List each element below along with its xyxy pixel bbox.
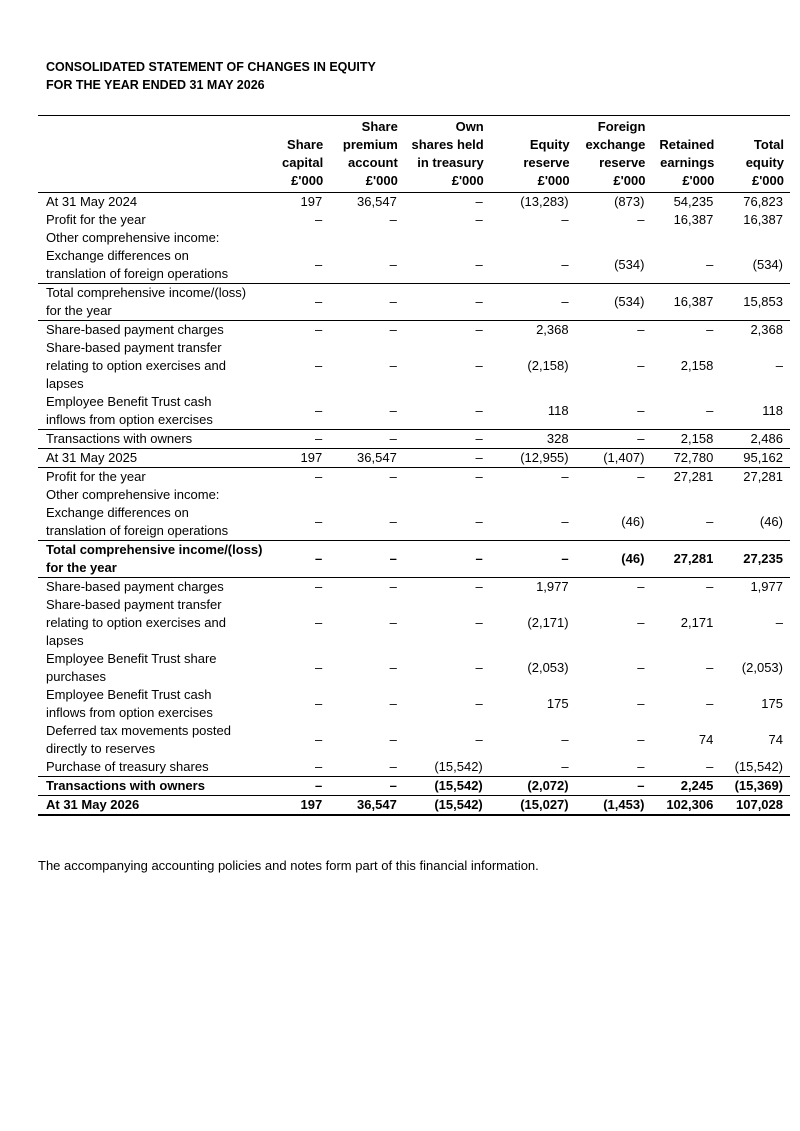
row-label-line: relating to option exercises and [46, 615, 226, 630]
table-row [38, 321, 790, 340]
footnote: The accompanying accounting policies and notes form part of this financial information. [38, 858, 539, 873]
value-cell: 197 [276, 449, 329, 468]
column-header [576, 116, 652, 193]
value-cell: 175 [546, 696, 569, 711]
header-row [38, 116, 790, 193]
column-header-line: in treasury [417, 155, 484, 170]
value-cell: – [329, 777, 404, 796]
value-cell: (15,542) [734, 759, 783, 774]
row-label-line: Exchange differences on [46, 505, 189, 520]
column-header-line: Retained [659, 137, 715, 152]
table-row [38, 339, 790, 393]
table-row [38, 247, 790, 284]
table-row [38, 777, 790, 796]
row-label-line: lapses [46, 376, 84, 391]
value-cell [329, 229, 404, 247]
row-label-line: Exchange differences on [46, 248, 189, 263]
row-label-line: Profit for the year [46, 212, 146, 227]
value-cell: – [389, 212, 397, 227]
column-header-line: Equity [529, 137, 570, 152]
value-cell: – [706, 759, 714, 774]
value-cell: – [404, 468, 490, 487]
value-cell: – [637, 403, 645, 418]
row-label [38, 468, 276, 487]
title-line-1: CONSOLIDATED STATEMENT OF CHANGES IN EQUITY [46, 60, 376, 74]
column-header-line: earnings [660, 155, 715, 170]
row-label-header [38, 116, 276, 193]
value-cell: – [475, 514, 483, 529]
value-cell: (2,158) [527, 358, 569, 373]
value-cell: 2,158 [651, 430, 720, 449]
value-cell [576, 486, 652, 504]
value-cell: – [329, 321, 404, 340]
row-label [38, 284, 276, 321]
row-label [38, 777, 276, 796]
value-cell: 1,977 [720, 578, 790, 597]
value-cell: (534) [614, 257, 645, 272]
value-cell: – [404, 284, 490, 321]
value-cell: – [404, 578, 490, 597]
column-header [404, 116, 490, 193]
value-cell: – [637, 696, 645, 711]
value-cell: – [561, 732, 569, 747]
value-cell: – [651, 578, 720, 597]
value-cell: – [314, 212, 323, 227]
value-cell: 27,235 [720, 541, 790, 578]
column-header-line: Share [361, 119, 398, 134]
value-cell: 197 [276, 796, 329, 816]
table-row [38, 468, 790, 487]
value-cell: – [775, 615, 783, 630]
row-label-line: Employee Benefit Trust share [46, 651, 217, 666]
value-cell: 2,486 [720, 430, 790, 449]
column-header [651, 116, 720, 193]
row-label-line: relating to option exercises and [46, 358, 226, 373]
value-cell: – [329, 578, 404, 597]
table-row [38, 596, 790, 650]
value-cell: 36,547 [329, 449, 404, 468]
value-cell: 95,162 [720, 449, 790, 468]
row-label-line: inflows from option exercises [46, 412, 213, 427]
value-cell: (15,542) [434, 759, 483, 774]
value-cell: – [490, 284, 576, 321]
value-cell: 74 [768, 732, 783, 747]
table-row [38, 229, 790, 247]
table-row [38, 393, 790, 430]
value-cell: – [314, 696, 323, 711]
row-label [38, 578, 276, 597]
value-cell: – [576, 468, 652, 487]
table-row [38, 578, 790, 597]
value-cell: – [389, 660, 397, 675]
row-label-line: Other comprehensive income: [46, 487, 220, 502]
row-label [38, 796, 276, 816]
table-row [38, 430, 790, 449]
value-cell: (873) [576, 193, 652, 212]
row-label [38, 247, 276, 284]
value-cell: 2,158 [680, 358, 714, 373]
value-cell: – [276, 541, 329, 578]
row-label-line: Purchase of treasury shares [46, 759, 209, 774]
value-cell: – [404, 430, 490, 449]
row-label [38, 596, 276, 650]
value-cell: – [475, 732, 483, 747]
value-cell: – [276, 578, 329, 597]
column-header-line: premium [342, 137, 398, 152]
row-label-line: Share-based payment transfer [46, 340, 222, 355]
value-cell: – [314, 759, 323, 774]
value-cell: 197 [276, 193, 329, 212]
value-cell [651, 229, 720, 247]
value-cell: 2,171 [680, 615, 714, 630]
column-header-line: Share [287, 137, 324, 152]
value-cell: 27,281 [651, 541, 720, 578]
table-row [38, 650, 790, 686]
column-header-line: £'000 [537, 173, 570, 188]
table-row [38, 284, 790, 321]
value-cell: – [314, 660, 323, 675]
row-label-line: Employee Benefit Trust cash [46, 394, 212, 409]
value-cell [276, 486, 329, 504]
value-cell: – [475, 403, 483, 418]
value-cell: – [651, 321, 720, 340]
value-cell: (1,453) [576, 796, 652, 816]
value-cell: – [706, 257, 714, 272]
row-label [38, 541, 276, 578]
value-cell: – [475, 358, 483, 373]
value-cell: (46) [621, 514, 645, 529]
row-label-line: Share-based payment transfer [46, 597, 222, 612]
value-cell: – [637, 615, 645, 630]
value-cell: 107,028 [720, 796, 790, 816]
statement-title [46, 58, 376, 94]
row-label-line: translation of foreign operations [46, 266, 229, 281]
column-header [490, 116, 576, 193]
value-cell: – [706, 514, 714, 529]
row-label-line: Total comprehensive income/(loss) [46, 542, 263, 557]
column-header [329, 116, 404, 193]
value-cell: 2,368 [490, 321, 576, 340]
value-cell: – [576, 321, 652, 340]
value-cell: – [389, 615, 397, 630]
row-label-line: Transactions with owners [46, 431, 193, 446]
value-cell: – [404, 193, 490, 212]
value-cell: – [329, 541, 404, 578]
value-cell [720, 486, 790, 504]
column-header-line: £'000 [291, 173, 324, 188]
column-header-line: £'000 [751, 173, 784, 188]
value-cell: – [389, 732, 397, 747]
value-cell: 328 [490, 430, 576, 449]
row-label [38, 722, 276, 758]
value-cell: 27,281 [651, 468, 720, 487]
value-cell [404, 229, 490, 247]
row-label-line: for the year [46, 560, 117, 575]
table-row [38, 758, 790, 777]
row-label-line: At 31 May 2026 [46, 797, 140, 812]
value-cell: 2,245 [651, 777, 720, 796]
table-body [38, 193, 790, 816]
value-cell: – [404, 321, 490, 340]
changes-in-equity-table [38, 115, 790, 816]
value-cell: (15,542) [404, 796, 490, 816]
value-cell: – [389, 514, 397, 529]
column-header-line: £'000 [682, 173, 715, 188]
value-cell: – [389, 696, 397, 711]
value-cell: 16,387 [651, 284, 720, 321]
value-cell: (15,542) [404, 777, 490, 796]
column-header [276, 116, 329, 193]
value-cell: 102,306 [651, 796, 720, 816]
column-header-line: reserve [523, 155, 570, 170]
column-header-line: Own [455, 119, 484, 134]
value-cell: – [475, 212, 483, 227]
value-cell: (46) [759, 514, 783, 529]
value-cell: – [490, 541, 576, 578]
row-label [38, 211, 276, 229]
value-cell: 54,235 [651, 193, 720, 212]
value-cell: – [276, 284, 329, 321]
value-cell: – [637, 660, 645, 675]
value-cell: – [475, 660, 483, 675]
value-cell: (534) [576, 284, 652, 321]
row-label-line: directly to reserves [46, 741, 156, 756]
value-cell: – [576, 578, 652, 597]
row-label [38, 229, 276, 247]
value-cell: – [475, 696, 483, 711]
row-label-line: lapses [46, 633, 84, 648]
value-cell: 27,281 [720, 468, 790, 487]
row-label-line: At 31 May 2024 [46, 194, 138, 209]
value-cell: – [276, 430, 329, 449]
row-label-line: Profit for the year [46, 469, 146, 484]
title-line-2: FOR THE YEAR ENDED 31 MAY 2026 [46, 78, 265, 92]
row-label [38, 686, 276, 722]
row-label [38, 650, 276, 686]
value-cell: – [475, 615, 483, 630]
value-cell: – [329, 468, 404, 487]
column-header-line: Total [753, 137, 784, 152]
value-cell: (15,027) [490, 796, 576, 816]
column-header-line: Foreign [597, 119, 646, 134]
value-cell: – [314, 732, 323, 747]
value-cell: – [576, 777, 652, 796]
value-cell: 118 [547, 403, 569, 418]
value-cell: – [314, 514, 323, 529]
row-label [38, 486, 276, 504]
value-cell: – [314, 257, 323, 272]
column-header-line: £'000 [365, 173, 398, 188]
row-label-line: Other comprehensive income: [46, 230, 220, 245]
column-header-line: shares held [411, 137, 484, 152]
column-header-line: capital [282, 155, 324, 170]
value-cell: – [314, 358, 323, 373]
value-cell: – [475, 257, 483, 272]
value-cell: 16,387 [673, 212, 714, 227]
value-cell [404, 486, 490, 504]
value-cell: 36,547 [329, 193, 404, 212]
value-cell: (2,053) [527, 660, 569, 675]
value-cell: 36,547 [329, 796, 404, 816]
row-label-line: purchases [46, 669, 106, 684]
table-row [38, 686, 790, 722]
value-cell: – [404, 541, 490, 578]
row-label-line: At 31 May 2025 [46, 450, 138, 465]
value-cell: – [706, 660, 714, 675]
table-row [38, 193, 790, 212]
value-cell: – [637, 759, 645, 774]
value-cell: (2,053) [741, 660, 783, 675]
value-cell: – [561, 212, 569, 227]
value-cell: – [314, 615, 323, 630]
value-cell [329, 486, 404, 504]
value-cell [651, 486, 720, 504]
value-cell: – [637, 732, 645, 747]
value-cell: – [637, 212, 645, 227]
row-label-line: for the year [46, 303, 112, 318]
column-header-line: £'000 [613, 173, 646, 188]
value-cell: (2,072) [490, 777, 576, 796]
value-cell: – [276, 321, 329, 340]
value-cell: 16,387 [743, 212, 783, 227]
value-cell: – [389, 403, 397, 418]
column-header-line: equity [745, 155, 784, 170]
value-cell: – [637, 358, 645, 373]
table-row [38, 449, 790, 468]
value-cell [276, 229, 329, 247]
value-cell: – [561, 257, 569, 272]
value-cell: 2,368 [720, 321, 790, 340]
row-label-line: Share-based payment charges [46, 322, 224, 337]
value-cell: – [706, 696, 714, 711]
column-header-line: exchange [585, 137, 646, 152]
value-cell: 74 [698, 732, 714, 747]
row-label [38, 504, 276, 541]
row-label [38, 430, 276, 449]
row-label-line: Total comprehensive income/(loss) [46, 285, 247, 300]
row-label [38, 339, 276, 393]
table-row [38, 796, 790, 816]
row-label-line: Employee Benefit Trust cash [46, 687, 212, 702]
value-cell: (13,283) [490, 193, 576, 212]
value-cell: – [389, 358, 397, 373]
value-cell: 1,977 [490, 578, 576, 597]
value-cell: 76,823 [720, 193, 790, 212]
value-cell [490, 486, 576, 504]
table-row [38, 486, 790, 504]
value-cell: (46) [576, 541, 652, 578]
value-cell: – [389, 257, 397, 272]
table-row [38, 211, 790, 229]
row-label [38, 393, 276, 430]
row-label-line: Deferred tax movements posted [46, 723, 231, 738]
row-label [38, 193, 276, 212]
value-cell [720, 229, 790, 247]
row-label-line: Share-based payment charges [46, 579, 224, 594]
value-cell: – [775, 358, 783, 373]
value-cell: – [561, 759, 569, 774]
value-cell [490, 229, 576, 247]
column-header-line: reserve [599, 155, 646, 170]
column-header [720, 116, 790, 193]
value-cell: – [706, 403, 714, 418]
value-cell: – [389, 759, 397, 774]
table-row [38, 722, 790, 758]
value-cell [576, 229, 652, 247]
value-cell: 118 [762, 403, 783, 418]
table-row [38, 504, 790, 541]
value-cell: – [329, 284, 404, 321]
value-cell: – [314, 403, 323, 418]
value-cell: – [276, 468, 329, 487]
table-row [38, 541, 790, 578]
row-label [38, 449, 276, 468]
value-cell: – [329, 430, 404, 449]
column-header-line: account [347, 155, 398, 170]
row-label-line: inflows from option exercises [46, 705, 213, 720]
row-label [38, 758, 276, 777]
value-cell: – [404, 449, 490, 468]
value-cell: 175 [761, 696, 783, 711]
value-cell: (12,955) [490, 449, 576, 468]
value-cell: – [561, 514, 569, 529]
value-cell: 72,780 [651, 449, 720, 468]
row-label-line: translation of foreign operations [46, 523, 229, 538]
value-cell: – [576, 430, 652, 449]
value-cell: (15,369) [720, 777, 790, 796]
column-header-line: £'000 [451, 173, 484, 188]
row-label [38, 321, 276, 340]
value-cell: (1,407) [576, 449, 652, 468]
value-cell: – [276, 777, 329, 796]
row-label-line: Transactions with owners [46, 778, 205, 793]
value-cell: (534) [752, 257, 783, 272]
value-cell: (2,171) [527, 615, 569, 630]
value-cell: – [490, 468, 576, 487]
value-cell: 15,853 [720, 284, 790, 321]
